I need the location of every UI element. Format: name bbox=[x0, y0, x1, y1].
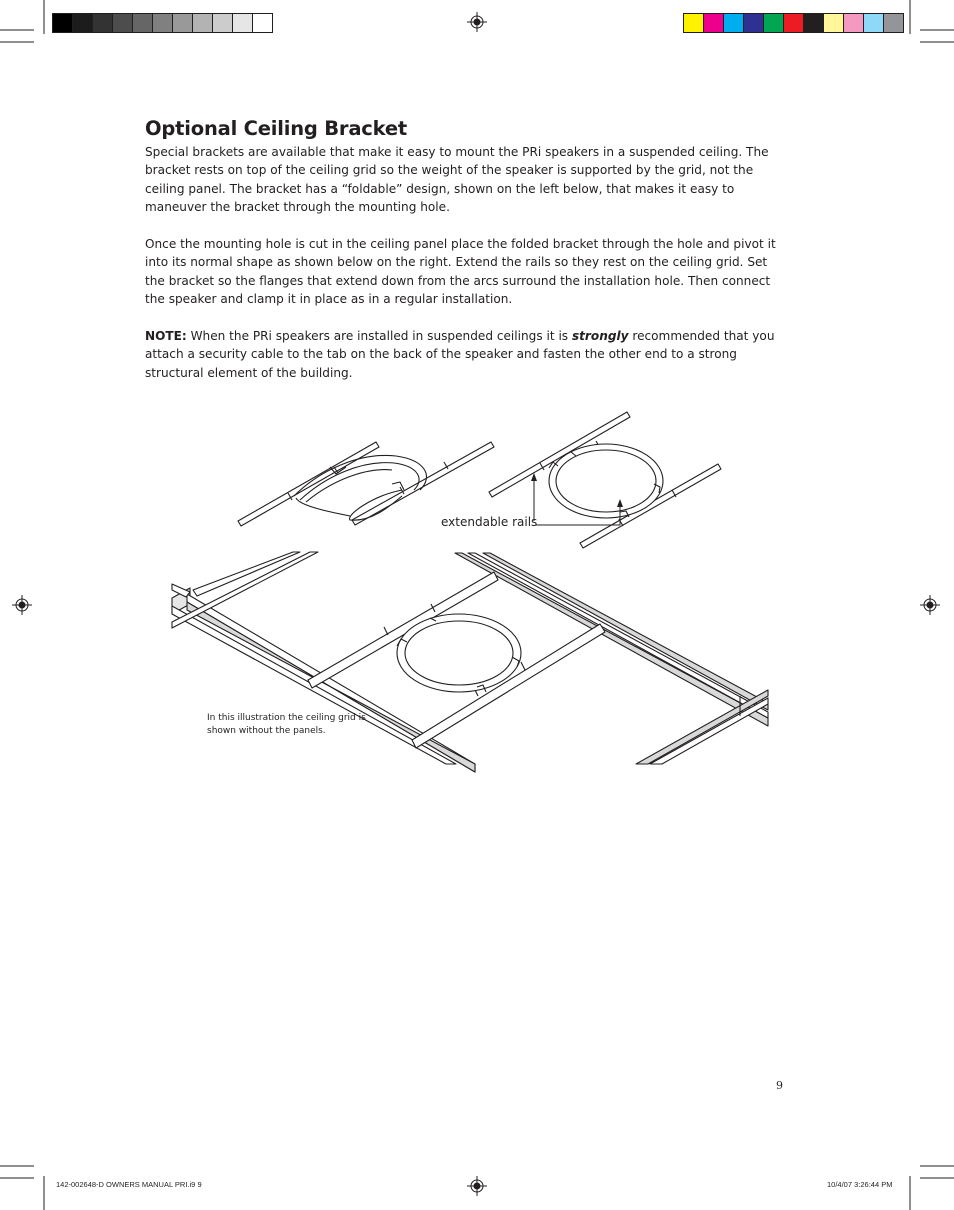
illustration-caption: In this illustration the ceiling grid is shown without the panels. bbox=[207, 713, 366, 736]
slug-file-info: 142-002648-D OWNERS MANUAL PRI.i9 9 bbox=[56, 1180, 202, 1189]
note-label: NOTE: bbox=[145, 329, 187, 343]
intro-paragraph: Special brackets are available that make it easy to mount the PRi speakers in a suspended ceiling. The bracket rests on top of the ceiling grid so the weight of the speaker is supported by the grid, not the ceiling panel. The bracket has a “foldable” design, shown on the left below, that makes it easy to maneuver the bracket through the mounting hole. bbox=[145, 145, 769, 214]
note-emphasis: strongly bbox=[571, 329, 629, 343]
extendable-rails-label: extendable rails bbox=[441, 515, 538, 529]
slug-timestamp: 10/4/07 3:26:44 PM bbox=[827, 1180, 893, 1189]
note-text-pre: When the PRi speakers are installed in suspended ceilings it is bbox=[186, 329, 572, 343]
page-number: 9 bbox=[776, 1079, 783, 1092]
folded-bracket-drawing bbox=[238, 442, 494, 526]
ceiling-grid-drawing bbox=[172, 552, 768, 772]
section-title: Optional Ceiling Bracket bbox=[145, 117, 408, 140]
installation-paragraph: Once the mounting hole is cut in the ceiling panel place the folded bracket through the hole and pivot it into its normal shape as shown below on the right. Extend the rails so they rest on the ceiling grid. Set the bracket so the flanges that extend down from the arcs surround the installation hole. Then connect the speaker and clamp it in place as in a regular installation. bbox=[145, 237, 776, 306]
note-text-post: recommended that you attach a security cable to the tab on the back of the speaker and fasten the other end to a strong structural element of the building. bbox=[145, 329, 775, 380]
